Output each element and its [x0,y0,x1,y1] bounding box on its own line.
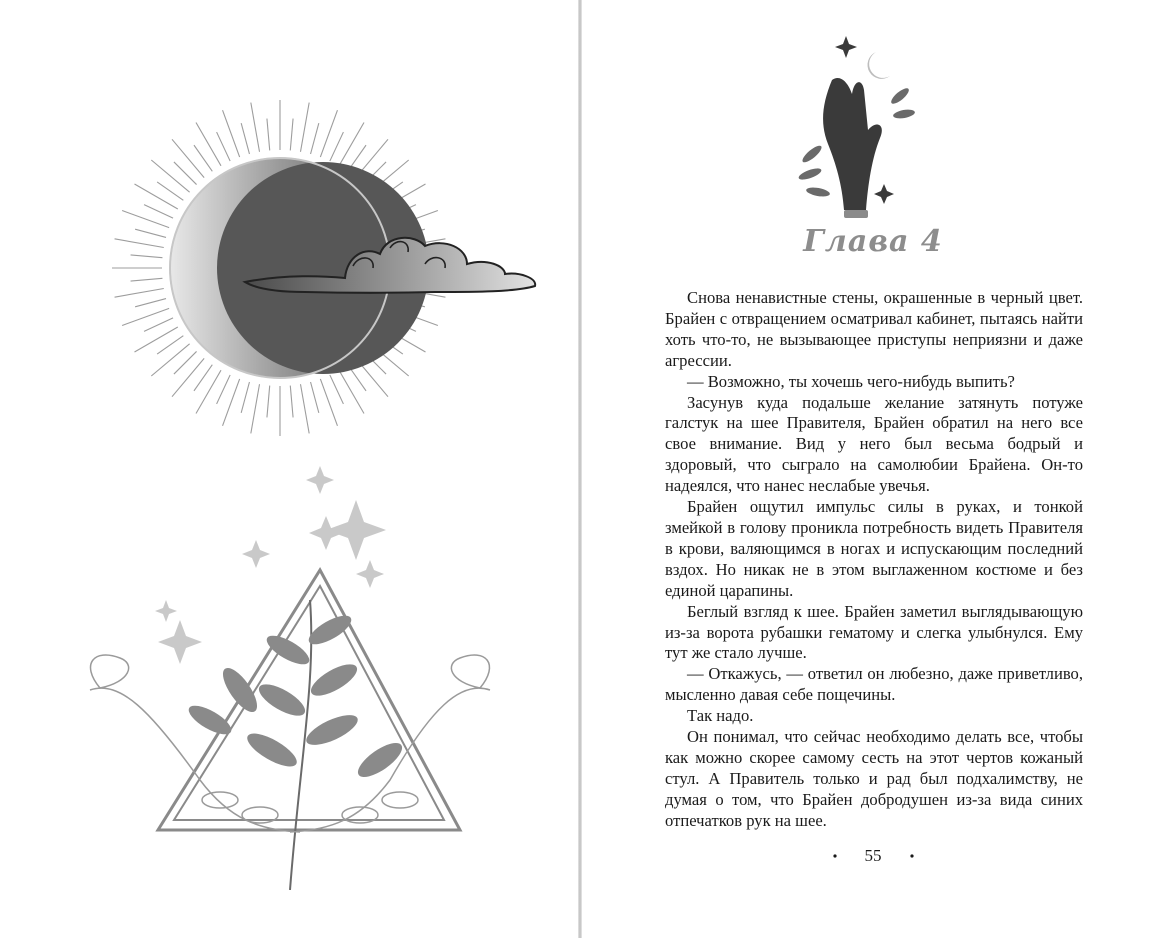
paragraph: Так надо. [687,706,754,726]
chapter-title: Глава 4 [803,224,943,259]
paragraph: — Возможно, ты хочешь чего-нибудь выпить? [687,371,1015,391]
paragraph: — Откажусь, — ответил он любезно, даже приветливо, мысленно давая себе пощечины. [665,664,1083,705]
moon-triangle-leaves-illustration [60,460,520,890]
page-number: 55 [864,846,882,865]
paragraph: Он понимал, что сейчас необходимо делать все, чтобы как можно скорее самому сесть на этот чертов кожаный стул. А Правитель только и рад был подхалимству, не думая о том, что Брайен добродушен из-за вида синих отпечатков рук на шее. [665,727,1083,830]
right-page [582,0,1164,938]
chapter-text [665,288,1083,832]
page-footer [582,846,1164,866]
left-page [0,0,578,938]
paragraph: Снова ненавистные стены, окрашенные в черный цвет. Брайен с отвращением осматривал кабинет, пытаясь найти хоть что-то, не вызывающее приступы неприязни и даже агрессии. [665,288,1083,370]
sun-moon-cloud-illustration [95,96,545,436]
moon-phase-right-icon [892,848,932,864]
moon-phase-left-icon [815,848,855,864]
paragraph: Засунув куда подальше желание затянуть потуже галстук на шее Правителя, Брайен обратил на него все свое внимание. Вид у него был весьма бодрый и здоровый, что сыграло на самолюбии Брайена. Он-то надеялся, что нанес неслабые увечья. [665,392,1083,496]
hand-crescent-moon-illustration [792,34,922,224]
paragraph: Беглый взгляд к шее. Брайен заметил выглядывающую из-за ворота рубашки гематому и слегка улыбнулся. Ему тут же стало лучше. [665,601,1083,663]
paragraph: Брайен ощутил импульс силы в руках, и тонкой змейкой в голову проникла потребность видеть Правителя в крови, валяющимся в ногах и испускающим последний вздох. Но никак не в этом выглаженном костюме и без единой царапины. [665,497,1083,600]
